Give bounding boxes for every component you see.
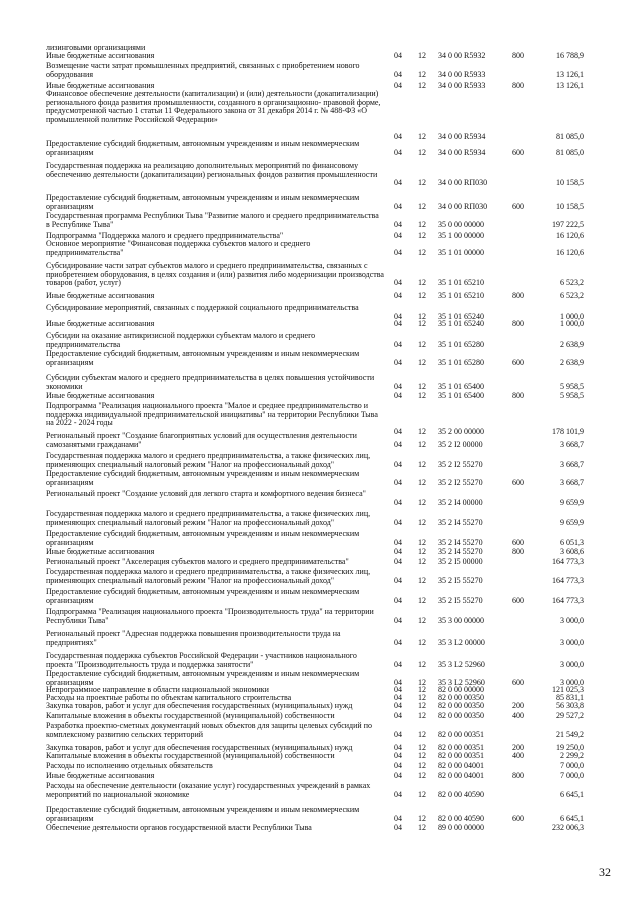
target-article-code: 35 1 01 65210 bbox=[438, 278, 484, 288]
row-name: Предоставление субсидий бюджетным, автономным учреждениям и иным некоммерческим организациям bbox=[46, 349, 360, 367]
amount: 6 645,1 bbox=[560, 789, 584, 799]
table-row bbox=[0, 194, 639, 211]
subsection-code: 12 bbox=[418, 677, 426, 687]
subsection-code: 12 bbox=[418, 439, 426, 449]
section-code: 04 bbox=[394, 357, 402, 367]
expense-type-code: 400 bbox=[512, 751, 524, 760]
amount: 16 788,9 bbox=[556, 51, 584, 60]
expense-type-code: 400 bbox=[512, 711, 524, 720]
row-name: Основное мероприятие "Финансовая поддержка субъектов малого и среднего предпринимательства" bbox=[46, 239, 311, 257]
row-name: Предоставление субсидий бюджетным, автономным учреждениям и иным некоммерческим организациям bbox=[46, 587, 360, 605]
table-row bbox=[0, 782, 639, 799]
target-article-code: 35 1 01 65240 bbox=[438, 319, 484, 328]
row-name: Иные бюджетные ассигнования bbox=[46, 771, 155, 780]
subsection-code: 12 bbox=[418, 659, 426, 669]
table-row bbox=[0, 702, 639, 711]
table-row bbox=[0, 374, 639, 391]
row-name: Предоставление субсидий бюджетным, автономным учреждениям и иным некоммерческим организациям bbox=[46, 469, 360, 487]
table-row bbox=[0, 558, 639, 567]
expense-type-code: 200 bbox=[512, 701, 524, 710]
subsection-code: 12 bbox=[418, 311, 426, 321]
row-name: Иные бюджетные ассигнования bbox=[46, 51, 155, 60]
subsection-code: 12 bbox=[418, 132, 426, 141]
target-article-code: 82 0 00 04001 bbox=[438, 771, 484, 780]
section-code: 04 bbox=[394, 659, 402, 669]
amount: 16 120,6 bbox=[556, 231, 584, 240]
amount: 1 000,0 bbox=[560, 319, 584, 328]
amount: 3 668,7 bbox=[560, 439, 584, 449]
amount: 5 958,5 bbox=[560, 391, 584, 400]
section-code: 04 bbox=[394, 701, 402, 710]
target-article-code: 35 2 I2 00000 bbox=[438, 439, 483, 449]
amount: 6 523,2 bbox=[560, 291, 584, 300]
row-name: Закупка товаров, работ и услуг для обеспечения государственных (муниципальных) нужд bbox=[46, 743, 353, 752]
target-article-code: 82 0 00 40590 bbox=[438, 813, 484, 823]
section-code: 04 bbox=[394, 339, 402, 349]
subsection-code: 12 bbox=[418, 537, 426, 547]
subsection-code: 12 bbox=[418, 813, 426, 823]
target-article-code: 35 2 I4 55270 bbox=[438, 537, 483, 547]
subsection-code: 12 bbox=[418, 693, 426, 702]
row-name: Обеспечение деятельности органов государственной власти Республики Тыва bbox=[46, 823, 312, 832]
row-name: Финансовое обеспечение деятельности (капитализации) и (или) деятельности (докапитализации) регионального фонда развития промышленности, созданного в организационно- правовой форме, предусмотренной частью 1 статьи 11 Федерального закона от 31 декабря 2014 г. № 488-ФЗ «О промышленной политике Российской Федерации» bbox=[46, 89, 381, 124]
amount: 10 158,5 bbox=[556, 178, 584, 188]
section-code: 04 bbox=[394, 711, 402, 720]
target-article-code: 35 2 I5 55270 bbox=[438, 595, 483, 605]
expense-type-code: 600 bbox=[512, 537, 524, 547]
table-row bbox=[0, 62, 639, 79]
table-row bbox=[0, 52, 639, 61]
table-row bbox=[0, 712, 639, 721]
amount: 21 549,2 bbox=[556, 729, 584, 739]
section-code: 04 bbox=[394, 685, 402, 694]
target-article-code: 82 0 00 00351 bbox=[438, 743, 484, 752]
amount: 29 527,2 bbox=[556, 711, 584, 720]
target-article-code: 35 2 I4 55270 bbox=[438, 547, 483, 556]
subsection-code: 12 bbox=[418, 761, 426, 770]
subsection-code: 12 bbox=[418, 685, 426, 694]
amount: 81 085,0 bbox=[556, 147, 584, 157]
subsection-code: 12 bbox=[418, 637, 426, 647]
table-row bbox=[0, 548, 639, 557]
amount: 3 608,6 bbox=[560, 547, 584, 556]
target-article-code: 35 1 01 65280 bbox=[438, 339, 484, 349]
row-name: Региональный проект "Акселерация субъектов малого и среднего предпринимательства" bbox=[46, 557, 349, 566]
target-article-code: 82 0 00 00351 bbox=[438, 729, 484, 739]
table-row bbox=[0, 588, 639, 605]
subsection-code: 12 bbox=[418, 751, 426, 760]
target-article-code: 82 0 00 40590 bbox=[438, 789, 484, 799]
table-row bbox=[0, 608, 639, 625]
table-row bbox=[0, 350, 639, 367]
table-row bbox=[0, 140, 639, 157]
section-code: 04 bbox=[394, 311, 402, 321]
expense-type-code: 800 bbox=[512, 51, 524, 60]
row-name: Возмещение части затрат промышленных предприятий, связанных с приобретением нового оборудования bbox=[46, 61, 360, 79]
target-article-code: 35 3 L2 52960 bbox=[438, 659, 485, 669]
table-row bbox=[0, 292, 639, 301]
subsection-code: 12 bbox=[418, 51, 426, 60]
section-code: 04 bbox=[394, 677, 402, 687]
row-name: Субсидии субъектам малого и среднего предпринимательства в целях повышения устойчивости экономики bbox=[46, 373, 375, 391]
amount: 9 659,9 bbox=[560, 517, 584, 527]
table-row bbox=[0, 162, 639, 188]
target-article-code: 35 3 L2 52960 bbox=[438, 677, 485, 687]
target-article-code: 34 0 00 R5932 bbox=[438, 51, 486, 60]
expense-type-code: 600 bbox=[512, 201, 524, 211]
amount: 164 773,3 bbox=[552, 557, 584, 566]
subsection-code: 12 bbox=[418, 339, 426, 349]
section-code: 04 bbox=[394, 459, 402, 469]
subsection-code: 12 bbox=[418, 557, 426, 566]
row-name: Подпрограмма "Реализация национального проекта "Производительность труда" на территории Республики Тыва" bbox=[46, 607, 374, 625]
subsection-code: 12 bbox=[418, 743, 426, 752]
section-code: 04 bbox=[394, 761, 402, 770]
amount: 3 000,0 bbox=[560, 659, 584, 669]
subsection-code: 12 bbox=[418, 615, 426, 625]
amount: 81 085,0 bbox=[556, 132, 584, 141]
section-code: 04 bbox=[394, 729, 402, 739]
row-name: Иные бюджетные ассигнования bbox=[46, 291, 155, 300]
amount: 6 051,3 bbox=[560, 537, 584, 547]
section-code: 04 bbox=[394, 201, 402, 211]
section-code: 04 bbox=[394, 477, 402, 487]
expense-type-code: 800 bbox=[512, 391, 524, 400]
amount: 5 958,5 bbox=[560, 381, 584, 391]
row-name: Иные бюджетные ассигнования bbox=[46, 319, 155, 328]
section-code: 04 bbox=[394, 789, 402, 799]
subsection-code: 12 bbox=[418, 701, 426, 710]
section-code: 04 bbox=[394, 247, 402, 257]
expense-type-code: 600 bbox=[512, 677, 524, 687]
subsection-code: 12 bbox=[418, 789, 426, 799]
target-article-code: 82 0 00 00350 bbox=[438, 693, 484, 702]
subsection-code: 12 bbox=[418, 823, 426, 832]
row-name: Субсидирование мероприятий, связанных с поддержкой социального предпринимательства bbox=[46, 303, 359, 312]
expense-type-code: 600 bbox=[512, 357, 524, 367]
row-name: Закупка товаров, работ и услуг для обеспечения государственных (муниципальных) нужд bbox=[46, 701, 353, 710]
subsection-code: 12 bbox=[418, 575, 426, 585]
expense-type-code: 600 bbox=[512, 595, 524, 605]
amount: 6 645,1 bbox=[560, 813, 584, 823]
row-name: Подпрограмма "Реализация национального проекта "Малое и среднее предпринимательство и поддержка индивидуальной предпринимательской инициативы" на территории Республики Тыва на 2022 - 2024 годы bbox=[46, 401, 378, 428]
subsection-code: 12 bbox=[418, 278, 426, 288]
subsection-code: 12 bbox=[418, 771, 426, 780]
amount: 2 299,2 bbox=[560, 751, 584, 760]
amount: 164 773,3 bbox=[552, 595, 584, 605]
section-code: 04 bbox=[394, 439, 402, 449]
page-number: 32 bbox=[599, 865, 611, 879]
section-code: 04 bbox=[394, 178, 402, 188]
amount: 3 668,7 bbox=[560, 477, 584, 487]
table-row bbox=[0, 262, 639, 288]
section-code: 04 bbox=[394, 823, 402, 832]
row-name: Подпрограмма "Поддержка малого и среднего предпринимательства" bbox=[46, 231, 284, 240]
target-article-code: 34 0 00 RП030 bbox=[438, 201, 488, 211]
subsection-code: 12 bbox=[418, 178, 426, 188]
row-name: Государственная программа Республики Тыва "Развитие малого и среднего предпринимательства в Республике Тыва" bbox=[46, 211, 379, 229]
section-code: 04 bbox=[394, 637, 402, 647]
row-name: Расходы на обеспечение деятельности (оказание услуг) государственных учреждений в рамках мероприятий по национальной экономике bbox=[46, 781, 371, 799]
subsection-code: 12 bbox=[418, 319, 426, 328]
target-article-code: 35 1 01 65210 bbox=[438, 291, 484, 300]
target-article-code: 82 0 00 00350 bbox=[438, 701, 484, 710]
table-row bbox=[0, 762, 639, 771]
section-code: 04 bbox=[394, 132, 402, 141]
section-code: 04 bbox=[394, 771, 402, 780]
subsection-code: 12 bbox=[418, 381, 426, 391]
table-row bbox=[0, 824, 639, 833]
subsection-code: 12 bbox=[418, 357, 426, 367]
table-row bbox=[0, 652, 639, 669]
amount: 19 250,0 bbox=[556, 743, 584, 752]
target-article-code: 82 0 00 00000 bbox=[438, 685, 484, 694]
expense-type-code: 800 bbox=[512, 291, 524, 300]
target-article-code: 34 0 00 R5933 bbox=[438, 81, 486, 90]
row-name: Расходы по исполнению отдельных обязательств bbox=[46, 761, 213, 770]
amount: 3 000,0 bbox=[560, 677, 584, 687]
amount: 3 668,7 bbox=[560, 459, 584, 469]
subsection-code: 12 bbox=[418, 497, 426, 507]
section-code: 04 bbox=[394, 497, 402, 507]
subsection-code: 12 bbox=[418, 517, 426, 527]
subsection-code: 12 bbox=[418, 219, 426, 229]
row-name: Иные бюджетные ассигнования bbox=[46, 81, 155, 90]
table-row bbox=[0, 332, 639, 349]
amount: 9 659,9 bbox=[560, 497, 584, 507]
table-row bbox=[0, 212, 639, 229]
expense-type-code: 800 bbox=[512, 81, 524, 90]
table-row bbox=[0, 392, 639, 401]
row-name: Капитальные вложения в объекты государственной (муниципальной) собственности bbox=[46, 711, 335, 720]
table-row bbox=[0, 772, 639, 781]
target-article-code: 34 0 00 RП030 bbox=[438, 178, 488, 188]
row-name: Иные бюджетные ассигнования bbox=[46, 547, 155, 556]
amount: 178 101,9 bbox=[552, 426, 584, 436]
target-article-code: 35 3 00 00000 bbox=[438, 615, 484, 625]
subsection-code: 12 bbox=[418, 81, 426, 90]
target-article-code: 34 0 00 R5934 bbox=[438, 147, 486, 157]
target-article-code: 35 3 L2 00000 bbox=[438, 637, 485, 647]
section-code: 04 bbox=[394, 615, 402, 625]
subsection-code: 12 bbox=[418, 69, 426, 79]
amount: 85 831,1 bbox=[556, 693, 584, 702]
target-article-code: 35 2 I2 55270 bbox=[438, 477, 483, 487]
subsection-code: 12 bbox=[418, 711, 426, 720]
amount: 197 222,5 bbox=[552, 219, 584, 229]
subsection-code: 12 bbox=[418, 291, 426, 300]
target-article-code: 82 0 00 00350 bbox=[438, 711, 484, 720]
section-code: 04 bbox=[394, 693, 402, 702]
expense-type-code: 600 bbox=[512, 813, 524, 823]
row-name: Региональный проект "Создание условий для легкого старта и комфортного ведения бизнеса" bbox=[46, 489, 366, 498]
subsection-code: 12 bbox=[418, 459, 426, 469]
section-code: 04 bbox=[394, 231, 402, 240]
section-code: 04 bbox=[394, 69, 402, 79]
target-article-code: 35 2 00 00000 bbox=[438, 426, 484, 436]
amount: 56 303,8 bbox=[556, 701, 584, 710]
expense-type-code: 800 bbox=[512, 771, 524, 780]
section-code: 04 bbox=[394, 51, 402, 60]
table-row bbox=[0, 320, 639, 329]
amount: 3 000,0 bbox=[560, 615, 584, 625]
target-article-code: 35 2 I2 55270 bbox=[438, 459, 483, 469]
table-row bbox=[0, 240, 639, 257]
section-code: 04 bbox=[394, 426, 402, 436]
row-name: Предоставление субсидий бюджетным, автономным учреждениям и иным некоммерческим организациям bbox=[46, 529, 360, 547]
expense-type-code: 600 bbox=[512, 147, 524, 157]
table-row bbox=[0, 452, 639, 469]
target-article-code: 35 2 I4 55270 bbox=[438, 517, 483, 527]
amount: 1 000,0 bbox=[560, 311, 584, 321]
amount: 232 006,3 bbox=[552, 823, 584, 832]
section-code: 04 bbox=[394, 813, 402, 823]
expense-type-code: 600 bbox=[512, 477, 524, 487]
subsection-code: 12 bbox=[418, 201, 426, 211]
expense-type-code: 800 bbox=[512, 319, 524, 328]
row-name: Государственная поддержка малого и среднего предпринимательства, а также физических лиц, применяющих специальный налоговый режим "Налог на профессиональный доход" bbox=[46, 567, 371, 585]
amount: 13 126,1 bbox=[556, 69, 584, 79]
row-name: Субсидии на оказание антикризисной поддержки субъектам малого и среднего предпринимательства bbox=[46, 331, 316, 349]
table-row bbox=[0, 630, 639, 647]
target-article-code: 34 0 00 R5933 bbox=[438, 69, 486, 79]
row-name: Государственная поддержка малого и среднего предпринимательства, а также физических лиц, применяющих специальный налоговый режим "Налог на профессиональный доход" bbox=[46, 451, 371, 469]
expense-type-code: 200 bbox=[512, 743, 524, 752]
section-code: 04 bbox=[394, 751, 402, 760]
target-article-code: 35 0 00 00000 bbox=[438, 219, 484, 229]
target-article-code: 35 2 I4 00000 bbox=[438, 497, 483, 507]
table-row bbox=[0, 752, 639, 761]
row-name: Предоставление субсидий бюджетным, автономным учреждениям и иным некоммерческим организациям bbox=[46, 139, 360, 157]
subsection-code: 12 bbox=[418, 595, 426, 605]
section-code: 04 bbox=[394, 557, 402, 566]
subsection-code: 12 bbox=[418, 231, 426, 240]
row-name: Государственная поддержка малого и среднего предпринимательства, а также физических лиц, применяющих специальный налоговый режим "Налог на профессиональный доход" bbox=[46, 509, 371, 527]
target-article-code: 35 1 01 65240 bbox=[438, 311, 484, 321]
amount: 164 773,3 bbox=[552, 575, 584, 585]
row-name: Региональный проект "Адресная поддержка повышения производительности труда на предприятиях" bbox=[46, 629, 341, 647]
row-name: Региональный проект "Создание благоприятных условий для осуществления деятельности самозанятыми гражданами" bbox=[46, 431, 357, 449]
subsection-code: 12 bbox=[418, 426, 426, 436]
section-code: 04 bbox=[394, 391, 402, 400]
target-article-code: 82 0 00 00351 bbox=[438, 751, 484, 760]
section-code: 04 bbox=[394, 219, 402, 229]
row-name: Капитальные вложения в объекты государственной (муниципальной) собственности bbox=[46, 751, 335, 760]
section-code: 04 bbox=[394, 743, 402, 752]
row-name: Субсидирование части затрат субъектов малого и среднего предпринимательства, связанных с приобретением оборудования, в целях создания и (или) развития либо модернизации производства товаров (работ, услуг) bbox=[46, 261, 384, 288]
target-article-code: 35 1 01 65400 bbox=[438, 391, 484, 400]
amount: 3 000,0 bbox=[560, 637, 584, 647]
subsection-code: 12 bbox=[418, 391, 426, 400]
row-name: Иные бюджетные ассигнования bbox=[46, 391, 155, 400]
table-row bbox=[0, 530, 639, 547]
target-article-code: 89 0 00 00000 bbox=[438, 823, 484, 832]
target-article-code: 35 1 01 00000 bbox=[438, 247, 484, 257]
section-code: 04 bbox=[394, 537, 402, 547]
table-row bbox=[0, 806, 639, 823]
target-article-code: 34 0 00 R5934 bbox=[438, 132, 486, 141]
amount: 2 638,9 bbox=[560, 339, 584, 349]
row-name: Предоставление субсидий бюджетным, автономным учреждениям и иным некоммерческим организациям bbox=[46, 669, 360, 687]
section-code: 04 bbox=[394, 575, 402, 585]
section-code: 04 bbox=[394, 547, 402, 556]
subsection-code: 12 bbox=[418, 729, 426, 739]
target-article-code: 35 1 01 65400 bbox=[438, 381, 484, 391]
table-row bbox=[0, 432, 639, 449]
amount: 7 000,0 bbox=[560, 771, 584, 780]
subsection-code: 12 bbox=[418, 147, 426, 157]
target-article-code: 82 0 00 04001 bbox=[438, 761, 484, 770]
target-article-code: 35 1 01 65280 bbox=[438, 357, 484, 367]
section-code: 04 bbox=[394, 595, 402, 605]
row-name: лизинговыми организациями bbox=[46, 43, 146, 52]
table-row bbox=[0, 722, 639, 739]
subsection-code: 12 bbox=[418, 247, 426, 257]
amount: 16 120,6 bbox=[556, 247, 584, 257]
section-code: 04 bbox=[394, 381, 402, 391]
amount: 121 025,3 bbox=[552, 685, 584, 694]
table-row bbox=[0, 490, 639, 507]
table-row bbox=[0, 510, 639, 527]
section-code: 04 bbox=[394, 147, 402, 157]
row-name: Предоставление субсидий бюджетным, автономным учреждениям и иным некоммерческим организациям bbox=[46, 805, 360, 823]
table-row bbox=[0, 568, 639, 585]
subsection-code: 12 bbox=[418, 547, 426, 556]
section-code: 04 bbox=[394, 319, 402, 328]
row-name: Государственная поддержка субъектов Российской Федерации - участников национального проекта "Производительность труда и поддержка занятости" bbox=[46, 651, 357, 669]
subsection-code: 12 bbox=[418, 477, 426, 487]
amount: 6 523,2 bbox=[560, 278, 584, 288]
section-code: 04 bbox=[394, 278, 402, 288]
section-code: 04 bbox=[394, 291, 402, 300]
amount: 7 000,0 bbox=[560, 761, 584, 770]
row-name: Расходы на проектные работы по объектам капитального строительства bbox=[46, 693, 292, 702]
table-row bbox=[0, 90, 639, 142]
target-article-code: 35 2 I5 00000 bbox=[438, 557, 483, 566]
row-name: Непрограммное направление в области национальной экономики bbox=[46, 685, 269, 694]
row-name: Государственная поддержка на реализацию дополнительных мероприятий по финансовому обеспечению деятельности (докапитализации) региональных фондов развития промышленности bbox=[46, 161, 378, 179]
expense-type-code: 800 bbox=[512, 547, 524, 556]
row-name: Предоставление субсидий бюджетным, автономным учреждениям и иным некоммерческим организациям bbox=[46, 193, 360, 211]
amount: 10 158,5 bbox=[556, 201, 584, 211]
amount: 13 126,1 bbox=[556, 81, 584, 90]
section-code: 04 bbox=[394, 517, 402, 527]
table-row bbox=[0, 470, 639, 487]
target-article-code: 35 2 I5 55270 bbox=[438, 575, 483, 585]
section-code: 04 bbox=[394, 81, 402, 90]
target-article-code: 35 1 00 00000 bbox=[438, 231, 484, 240]
row-name: Разработка проектно-сметных документаций новых объектов для защиты целевых субсидий по комплексному развитию сельских территорий bbox=[46, 721, 372, 739]
amount: 2 638,9 bbox=[560, 357, 584, 367]
